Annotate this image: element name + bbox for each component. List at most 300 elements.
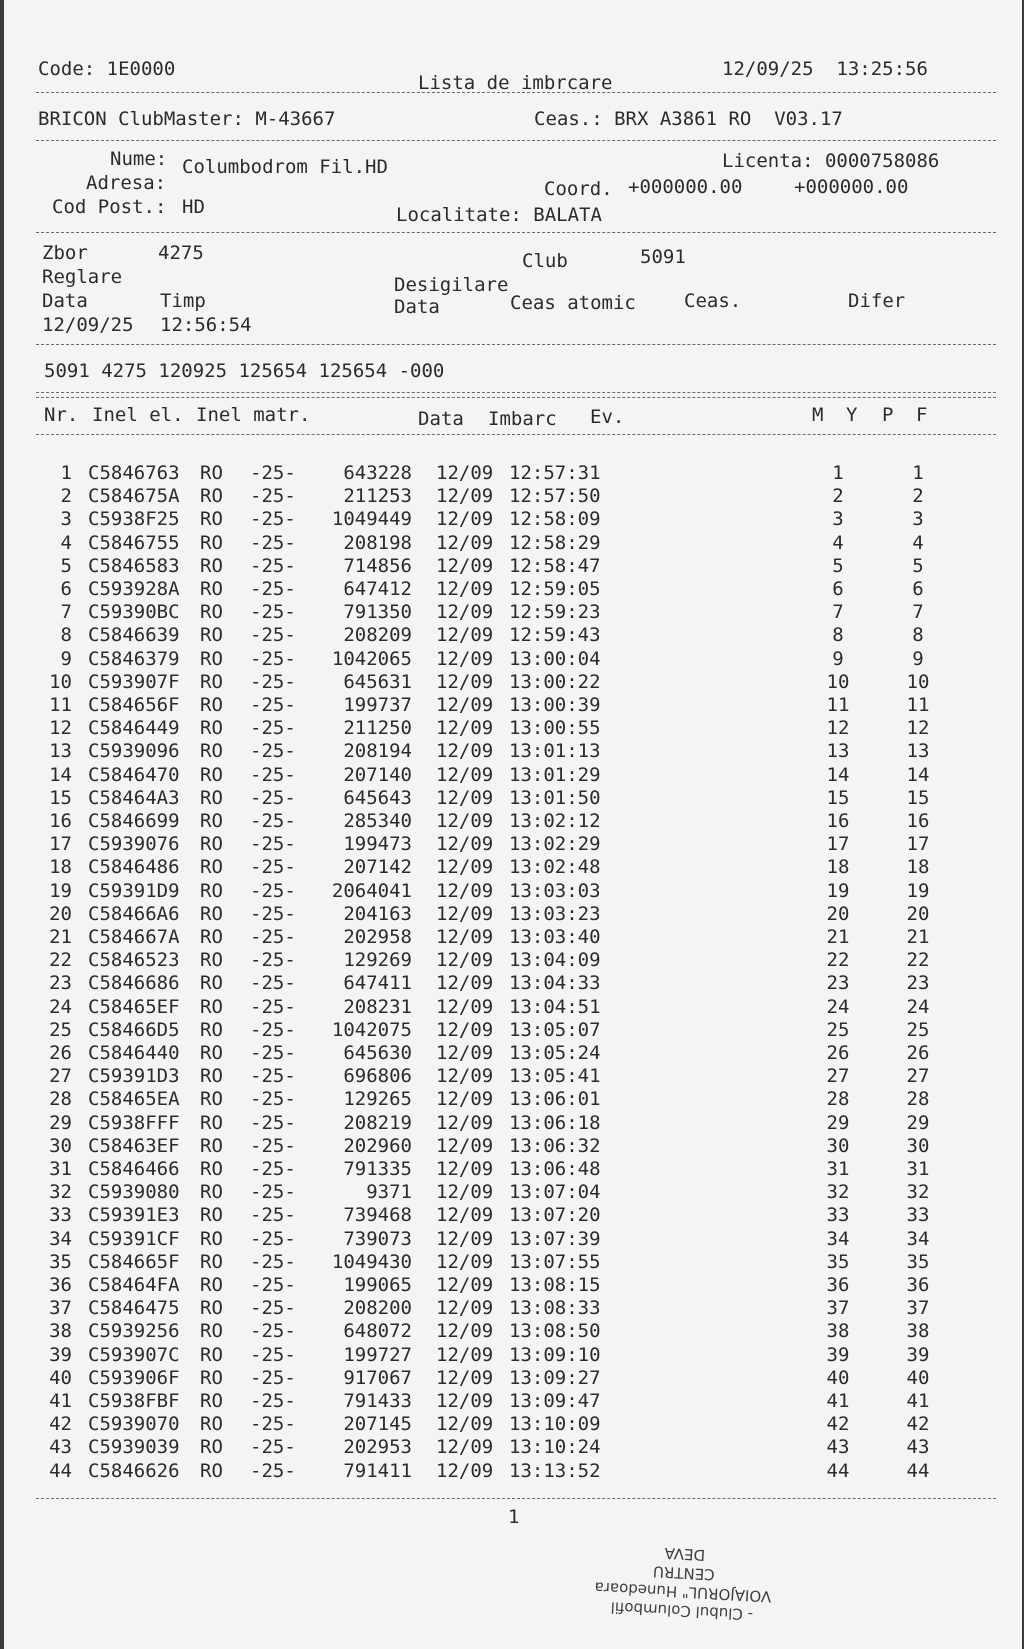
position-p: 8	[912, 624, 924, 647]
col-y: Y	[846, 404, 858, 426]
col-p: P	[882, 404, 894, 426]
matriculation-ring: 2064041	[331, 879, 412, 902]
table-row	[4, 1367, 1022, 1390]
arrival-time: 13:05:41	[509, 1065, 601, 1088]
position-p: 23	[906, 972, 930, 995]
ring-year: -25-	[250, 578, 296, 600]
position-m: 2	[832, 485, 844, 508]
ring-year: -25-	[250, 1343, 296, 1366]
electronic-ring: C5938FBF	[88, 1390, 180, 1412]
arrival-time: 13:10:09	[509, 1413, 601, 1436]
table-row	[4, 601, 1022, 624]
electronic-ring: C5846379	[88, 647, 180, 670]
table-row	[4, 996, 1022, 1019]
print-datetime: 12/09/25 13:25:56	[722, 58, 928, 80]
ring-year: -25-	[250, 485, 296, 508]
position-p: 30	[906, 1134, 930, 1157]
table-row	[4, 740, 1022, 763]
matriculation-ring: 202960	[343, 1134, 412, 1157]
electronic-ring: C5939076	[88, 833, 180, 856]
arrival-date: 12/09	[436, 1018, 494, 1041]
ring-country: RO	[200, 1250, 223, 1273]
matriculation-ring: 211253	[343, 485, 412, 508]
matriculation-ring: 204163	[343, 902, 412, 925]
arrival-date: 12/09	[436, 1413, 494, 1436]
arrival-date: 12/09	[436, 856, 494, 879]
difer-label: Difer	[848, 290, 906, 312]
ring-country: RO	[200, 763, 223, 786]
electronic-ring: C5938FFF	[88, 1111, 180, 1134]
table-row	[4, 833, 1022, 856]
arrival-date: 12/09	[436, 1042, 494, 1064]
arrival-date: 12/09	[436, 1343, 494, 1366]
matriculation-ring: 791350	[343, 601, 412, 624]
arrival-time: 13:00:55	[509, 717, 601, 740]
ring-country: RO	[200, 786, 223, 809]
matriculation-ring: 714856	[343, 554, 412, 577]
electronic-ring: C5846523	[88, 949, 180, 972]
arrival-date: 12/09	[436, 786, 494, 809]
arrival-time: 13:01:29	[509, 763, 601, 786]
row-number: 24	[49, 995, 72, 1018]
electronic-ring: C58463EF	[88, 1134, 180, 1157]
position-p: 4	[912, 531, 924, 554]
electronic-ring: C59390BC	[88, 601, 180, 624]
separator	[36, 232, 996, 233]
arrival-date: 12/09	[436, 833, 494, 856]
col-inel-el: Inel el.	[92, 404, 184, 426]
table-row	[4, 856, 1022, 879]
ring-year: -25-	[250, 1181, 296, 1204]
coord-lon: +000000.00	[794, 176, 909, 198]
arrival-date: 12/09	[436, 1181, 494, 1204]
position-p: 18	[906, 856, 930, 879]
ring-country: RO	[200, 1018, 223, 1041]
matriculation-ring: 208219	[343, 1111, 412, 1134]
table-row	[4, 1181, 1022, 1204]
position-p: 14	[906, 763, 930, 786]
table-row	[4, 1204, 1022, 1227]
arrival-date: 12/09	[436, 1390, 494, 1412]
position-p: 22	[906, 949, 930, 972]
position-m: 37	[826, 1297, 850, 1320]
row-number: 6	[60, 578, 72, 600]
row-number: 18	[49, 856, 72, 879]
position-p: 2	[912, 485, 924, 508]
electronic-ring: C5846755	[88, 531, 180, 554]
separator	[36, 92, 996, 93]
position-p: 5	[912, 554, 924, 577]
position-m: 5	[832, 554, 844, 577]
electronic-ring: C5939070	[88, 1413, 180, 1436]
row-number: 8	[60, 624, 72, 647]
ring-country: RO	[200, 462, 223, 484]
separator	[36, 397, 996, 398]
ring-year: -25-	[250, 1065, 296, 1088]
matriculation-ring: 202958	[343, 926, 412, 948]
matriculation-ring: 791433	[343, 1390, 412, 1412]
ring-country: RO	[200, 1459, 223, 1482]
reglare-label: Reglare	[42, 266, 123, 288]
matriculation-ring: 208209	[343, 624, 412, 647]
position-m: 26	[826, 1042, 850, 1064]
arrival-date: 12/09	[436, 995, 494, 1018]
arrival-time: 13:06:48	[509, 1158, 601, 1180]
row-number: 14	[49, 763, 72, 786]
coord-label: Coord.	[544, 178, 613, 200]
arrival-date: 12/09	[436, 717, 494, 740]
ring-country: RO	[200, 508, 223, 531]
position-m: 28	[826, 1088, 850, 1111]
ring-year: -25-	[250, 810, 296, 832]
row-number: 7	[60, 601, 72, 624]
arrival-time: 13:13:52	[509, 1459, 601, 1482]
ring-country: RO	[200, 1065, 223, 1088]
arrival-date: 12/09	[436, 972, 494, 995]
arrival-date: 12/09	[436, 1227, 494, 1250]
row-number: 12	[49, 717, 72, 740]
arrival-time: 13:07:39	[509, 1227, 601, 1250]
arrival-time: 13:07:04	[509, 1181, 601, 1204]
ring-country: RO	[200, 1088, 223, 1111]
arrival-date: 12/09	[436, 1088, 494, 1111]
row-number: 31	[49, 1158, 72, 1180]
ring-year: -25-	[250, 694, 296, 716]
arrival-date: 12/09	[436, 578, 494, 600]
table-row	[4, 1019, 1022, 1042]
ring-year: -25-	[250, 1413, 296, 1436]
arrival-date: 12/09	[436, 1436, 494, 1459]
row-number: 15	[49, 786, 72, 809]
stamp-line: DEVA	[664, 1543, 706, 1565]
reglare-time: 12:56:54	[160, 314, 252, 336]
ring-year: -25-	[250, 833, 296, 856]
matriculation-ring: 647412	[343, 578, 412, 600]
row-number: 5	[60, 554, 72, 577]
position-m: 40	[826, 1366, 850, 1389]
position-p: 39	[906, 1343, 930, 1366]
table-row	[4, 1320, 1022, 1343]
position-m: 29	[826, 1111, 850, 1134]
matriculation-ring: 1042065	[331, 647, 412, 670]
col-imbarc: Imbarc	[488, 408, 557, 430]
ring-country: RO	[200, 833, 223, 856]
arrival-date: 12/09	[436, 763, 494, 786]
arrival-time: 12:57:31	[509, 462, 601, 484]
ring-country: RO	[200, 1274, 223, 1296]
position-m: 7	[832, 601, 844, 624]
arrival-time: 13:08:33	[509, 1297, 601, 1320]
arrival-time: 13:05:24	[509, 1042, 601, 1064]
table-row	[4, 810, 1022, 833]
position-m: 19	[826, 879, 850, 902]
position-m: 43	[826, 1436, 850, 1459]
ring-year: -25-	[250, 926, 296, 948]
arrival-date: 12/09	[436, 647, 494, 670]
electronic-ring: C5939256	[88, 1320, 180, 1343]
position-m: 1	[832, 462, 844, 484]
electronic-ring: C5846763	[88, 462, 180, 484]
arrival-time: 12:58:09	[509, 508, 601, 531]
electronic-ring: C593907F	[88, 670, 180, 693]
position-p: 9	[912, 647, 924, 670]
position-p: 42	[906, 1413, 930, 1436]
electronic-ring: C5938F25	[88, 508, 180, 531]
electronic-ring: C59391D9	[88, 879, 180, 902]
matriculation-ring: 202953	[343, 1436, 412, 1459]
ring-country: RO	[200, 670, 223, 693]
table-row	[4, 1042, 1022, 1065]
position-m: 41	[826, 1390, 850, 1412]
matriculation-ring: 199727	[343, 1343, 412, 1366]
desigilare-data-label: Data	[394, 296, 440, 318]
ring-year: -25-	[250, 601, 296, 624]
col-ev: Ev.	[590, 406, 625, 428]
position-m: 30	[826, 1134, 850, 1157]
row-number: 17	[49, 833, 72, 856]
table-row	[4, 578, 1022, 601]
summary-line: 5091 4275 120925 125654 125654 -000	[44, 360, 445, 382]
row-number: 4	[60, 531, 72, 554]
arrival-time: 13:09:47	[509, 1390, 601, 1412]
row-number: 9	[60, 647, 72, 670]
position-m: 23	[826, 972, 850, 995]
arrival-time: 12:57:50	[509, 485, 601, 508]
position-p: 19	[906, 879, 930, 902]
row-number: 36	[49, 1274, 72, 1296]
position-p: 24	[906, 995, 930, 1018]
ring-year: -25-	[250, 879, 296, 902]
arrival-time: 12:59:23	[509, 601, 601, 624]
row-number: 10	[49, 670, 72, 693]
position-m: 22	[826, 949, 850, 972]
position-p: 21	[906, 926, 930, 948]
position-m: 8	[832, 624, 844, 647]
electronic-ring: C59391E3	[88, 1204, 180, 1227]
position-p: 44	[906, 1459, 930, 1482]
position-m: 11	[826, 694, 850, 716]
electronic-ring: C5846486	[88, 856, 180, 879]
row-number: 2	[60, 485, 72, 508]
ring-country: RO	[200, 1343, 223, 1366]
ring-year: -25-	[250, 972, 296, 995]
electronic-ring: C5846475	[88, 1297, 180, 1320]
position-p: 1	[912, 462, 924, 484]
electronic-ring: C5846686	[88, 972, 180, 995]
matriculation-ring: 643228	[343, 462, 412, 484]
electronic-ring: C59391D3	[88, 1065, 180, 1088]
electronic-ring: C5846583	[88, 554, 180, 577]
position-p: 13	[906, 740, 930, 763]
arrival-time: 13:02:48	[509, 856, 601, 879]
ring-country: RO	[200, 1320, 223, 1343]
arrival-time: 13:07:20	[509, 1204, 601, 1227]
ring-country: RO	[200, 485, 223, 508]
matriculation-ring: 645630	[343, 1042, 412, 1064]
arrival-date: 12/09	[436, 1065, 494, 1088]
table-row	[4, 926, 1022, 949]
table-row	[4, 1297, 1022, 1320]
matriculation-ring: 199473	[343, 833, 412, 856]
row-number: 32	[49, 1181, 72, 1204]
position-p: 3	[912, 508, 924, 531]
arrival-time: 13:09:10	[509, 1343, 601, 1366]
matriculation-ring: 739468	[343, 1204, 412, 1227]
position-p: 38	[906, 1320, 930, 1343]
electronic-ring: C5846466	[88, 1158, 180, 1180]
ring-year: -25-	[250, 531, 296, 554]
localitate: Localitate: BALATA	[396, 204, 602, 226]
reglare-date: 12/09/25	[42, 314, 134, 336]
licence-number: Licenta: 0000758086	[722, 150, 940, 172]
table-row	[4, 624, 1022, 647]
separator	[36, 344, 996, 345]
printout-page	[4, 0, 1022, 1649]
ring-year: -25-	[250, 763, 296, 786]
row-number: 38	[49, 1320, 72, 1343]
ring-year: -25-	[250, 1390, 296, 1412]
ring-year: -25-	[250, 786, 296, 809]
position-p: 43	[906, 1436, 930, 1459]
ring-year: -25-	[250, 856, 296, 879]
position-p: 34	[906, 1227, 930, 1250]
position-m: 10	[826, 670, 850, 693]
position-m: 18	[826, 856, 850, 879]
position-p: 36	[906, 1274, 930, 1296]
position-p: 10	[906, 670, 930, 693]
position-m: 6	[832, 578, 844, 600]
arrival-date: 12/09	[436, 1459, 494, 1482]
stamp-line: CENTRU	[652, 1562, 716, 1584]
ring-year: -25-	[250, 508, 296, 531]
row-number: 29	[49, 1111, 72, 1134]
row-number: 20	[49, 902, 72, 925]
row-number: 19	[49, 879, 72, 902]
ring-year: -25-	[250, 995, 296, 1018]
matriculation-ring: 207140	[343, 763, 412, 786]
row-number: 27	[49, 1065, 72, 1088]
ring-country: RO	[200, 902, 223, 925]
arrival-date: 12/09	[436, 601, 494, 624]
table-row	[4, 462, 1022, 485]
ring-country: RO	[200, 1111, 223, 1134]
row-number: 23	[49, 972, 72, 995]
position-p: 26	[906, 1042, 930, 1064]
arrival-date: 12/09	[436, 1250, 494, 1273]
table-row	[4, 648, 1022, 671]
arrival-time: 13:08:15	[509, 1274, 601, 1296]
position-m: 27	[826, 1065, 850, 1088]
position-m: 39	[826, 1343, 850, 1366]
arrival-time: 13:09:27	[509, 1366, 601, 1389]
ring-year: -25-	[250, 624, 296, 647]
electronic-ring: C584667A	[88, 926, 180, 948]
arrival-date: 12/09	[436, 485, 494, 508]
electronic-ring: C58466D5	[88, 1018, 180, 1041]
adresa-label: Adresa:	[86, 172, 167, 194]
arrival-date: 12/09	[436, 926, 494, 948]
ring-country: RO	[200, 1134, 223, 1157]
ring-country: RO	[200, 647, 223, 670]
position-m: 17	[826, 833, 850, 856]
arrival-time: 13:05:07	[509, 1018, 601, 1041]
arrival-date: 12/09	[436, 1158, 494, 1180]
ring-country: RO	[200, 1390, 223, 1412]
page-number: 1	[508, 1506, 520, 1528]
ring-country: RO	[200, 1042, 223, 1064]
matriculation-ring: 739073	[343, 1227, 412, 1250]
table-row	[4, 694, 1022, 717]
arrival-date: 12/09	[436, 1366, 494, 1389]
arrival-time: 13:04:33	[509, 972, 601, 995]
ring-year: -25-	[250, 1297, 296, 1320]
position-p: 32	[906, 1181, 930, 1204]
arrival-date: 12/09	[436, 1204, 494, 1227]
electronic-ring: C593928A	[88, 578, 180, 600]
club-label: Club	[522, 250, 568, 272]
position-p: 40	[906, 1366, 930, 1389]
electronic-ring: C584656F	[88, 694, 180, 716]
position-m: 42	[826, 1413, 850, 1436]
electronic-ring: C58464FA	[88, 1274, 180, 1296]
matriculation-ring: 791411	[343, 1459, 412, 1482]
electronic-ring: C5846699	[88, 810, 180, 832]
ring-country: RO	[200, 694, 223, 716]
coord-lat: +000000.00	[628, 176, 743, 198]
row-number: 13	[49, 740, 72, 763]
zbor-label: Zbor	[42, 242, 88, 264]
nume-label: Nume:	[110, 148, 168, 170]
electronic-ring: C5846626	[88, 1459, 180, 1482]
electronic-ring: C5939039	[88, 1436, 180, 1459]
matriculation-ring: 9371	[366, 1181, 412, 1204]
ring-year: -25-	[250, 1366, 296, 1389]
ring-country: RO	[200, 740, 223, 763]
matriculation-ring: 208200	[343, 1297, 412, 1320]
matriculation-ring: 199737	[343, 694, 412, 716]
position-p: 41	[906, 1390, 930, 1412]
position-m: 14	[826, 763, 850, 786]
table-row	[4, 1112, 1022, 1135]
electronic-ring: C58465EA	[88, 1088, 180, 1111]
col-nr: Nr.	[44, 404, 79, 426]
ring-country: RO	[200, 949, 223, 972]
table-row	[4, 787, 1022, 810]
matriculation-ring: 207145	[343, 1413, 412, 1436]
separator	[36, 1498, 996, 1499]
ring-year: -25-	[250, 1042, 296, 1064]
ring-year: -25-	[250, 1111, 296, 1134]
ring-year: -25-	[250, 1459, 296, 1482]
position-m: 31	[826, 1158, 850, 1180]
arrival-date: 12/09	[436, 1297, 494, 1320]
table-row	[4, 1436, 1022, 1459]
codpost-value: HD	[182, 196, 205, 218]
arrival-date: 12/09	[436, 508, 494, 531]
row-number: 28	[49, 1088, 72, 1111]
ring-year: -25-	[250, 1250, 296, 1273]
arrival-time: 13:03:23	[509, 902, 601, 925]
row-number: 34	[49, 1227, 72, 1250]
position-m: 25	[826, 1018, 850, 1041]
ring-country: RO	[200, 1436, 223, 1459]
arrival-time: 13:00:04	[509, 647, 601, 670]
data-label: Data	[42, 290, 88, 312]
position-p: 25	[906, 1018, 930, 1041]
ring-country: RO	[200, 1158, 223, 1180]
ring-year: -25-	[250, 949, 296, 972]
table-row	[4, 1228, 1022, 1251]
